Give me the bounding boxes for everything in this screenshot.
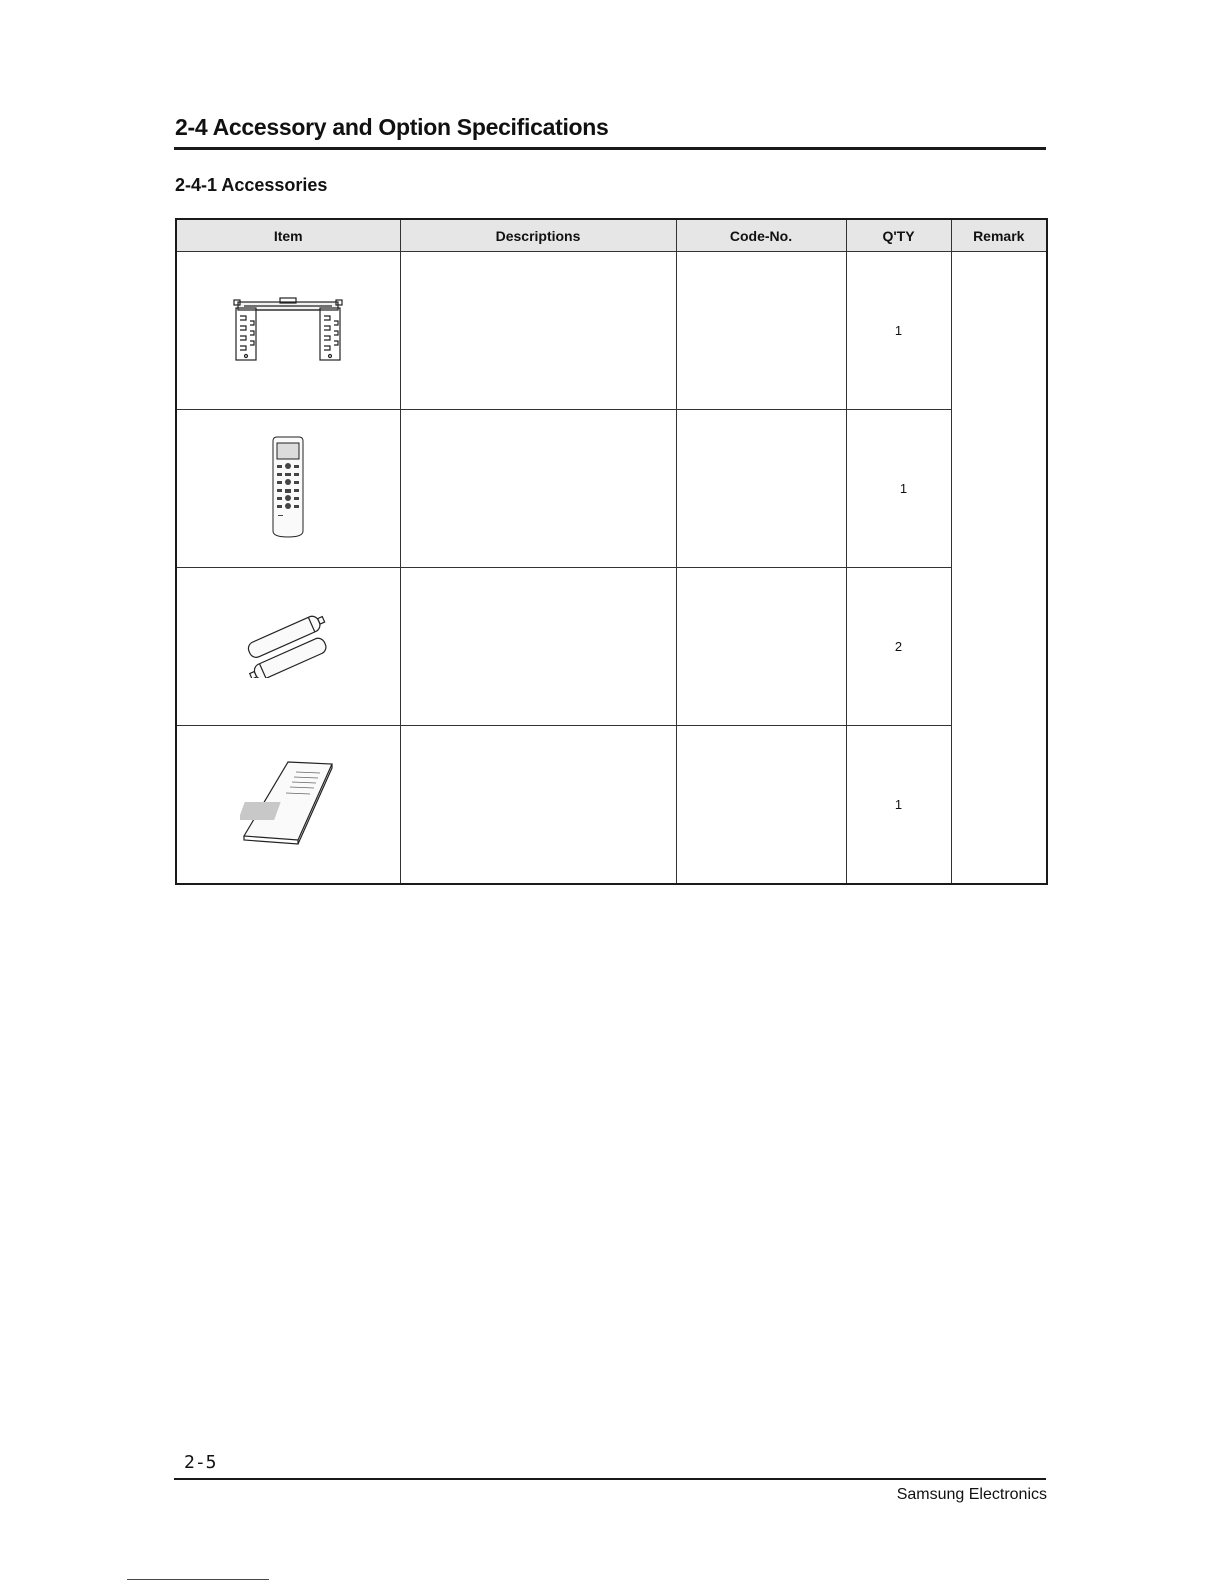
title-divider	[174, 147, 1046, 150]
code-cell	[676, 410, 846, 568]
item-cell	[176, 726, 400, 885]
qty-value: 2	[894, 639, 903, 654]
bottom-link-underline	[127, 1579, 269, 1580]
battery-icon	[240, 612, 336, 681]
description-cell	[400, 410, 676, 568]
qty-value: 1	[899, 481, 908, 496]
qty-cell	[846, 568, 951, 726]
code-cell	[676, 252, 846, 410]
qty-value: 1	[894, 323, 903, 338]
table-header-row	[176, 219, 1047, 252]
section-title: 2-4 Accessory and Option Specifications	[175, 114, 609, 140]
qty-cell	[846, 410, 951, 568]
item-cell	[176, 568, 400, 726]
qty-value: 1	[894, 797, 903, 812]
description-cell	[400, 568, 676, 726]
page-number: 2-5	[184, 1452, 217, 1473]
header-code: Code-No.	[676, 219, 846, 252]
qty-cell	[846, 252, 951, 410]
code-cell	[676, 726, 846, 885]
header-item: Item	[176, 219, 400, 252]
description-cell	[400, 726, 676, 885]
header-descriptions: Descriptions	[400, 219, 676, 252]
qty-cell	[846, 726, 951, 885]
item-cell	[176, 410, 400, 568]
item-cell	[176, 252, 400, 410]
description-cell	[400, 252, 676, 410]
table-row	[176, 410, 1047, 568]
subsection-title: 2-4-1 Accessories	[175, 175, 328, 195]
table-row	[176, 252, 1047, 410]
table-row	[176, 726, 1047, 885]
remark-cell	[951, 252, 1047, 885]
code-cell	[676, 568, 846, 726]
table-row	[176, 568, 1047, 726]
remote-control-icon	[268, 435, 308, 542]
user-manual-icon	[240, 760, 336, 849]
footer-divider	[174, 1478, 1046, 1480]
installation-plate-icon	[230, 296, 346, 365]
header-qty: Q'TY	[846, 219, 951, 252]
accessories-table	[175, 218, 1048, 885]
header-remark: Remark	[951, 219, 1047, 252]
company-name: Samsung Electronics	[896, 1486, 1047, 1503]
